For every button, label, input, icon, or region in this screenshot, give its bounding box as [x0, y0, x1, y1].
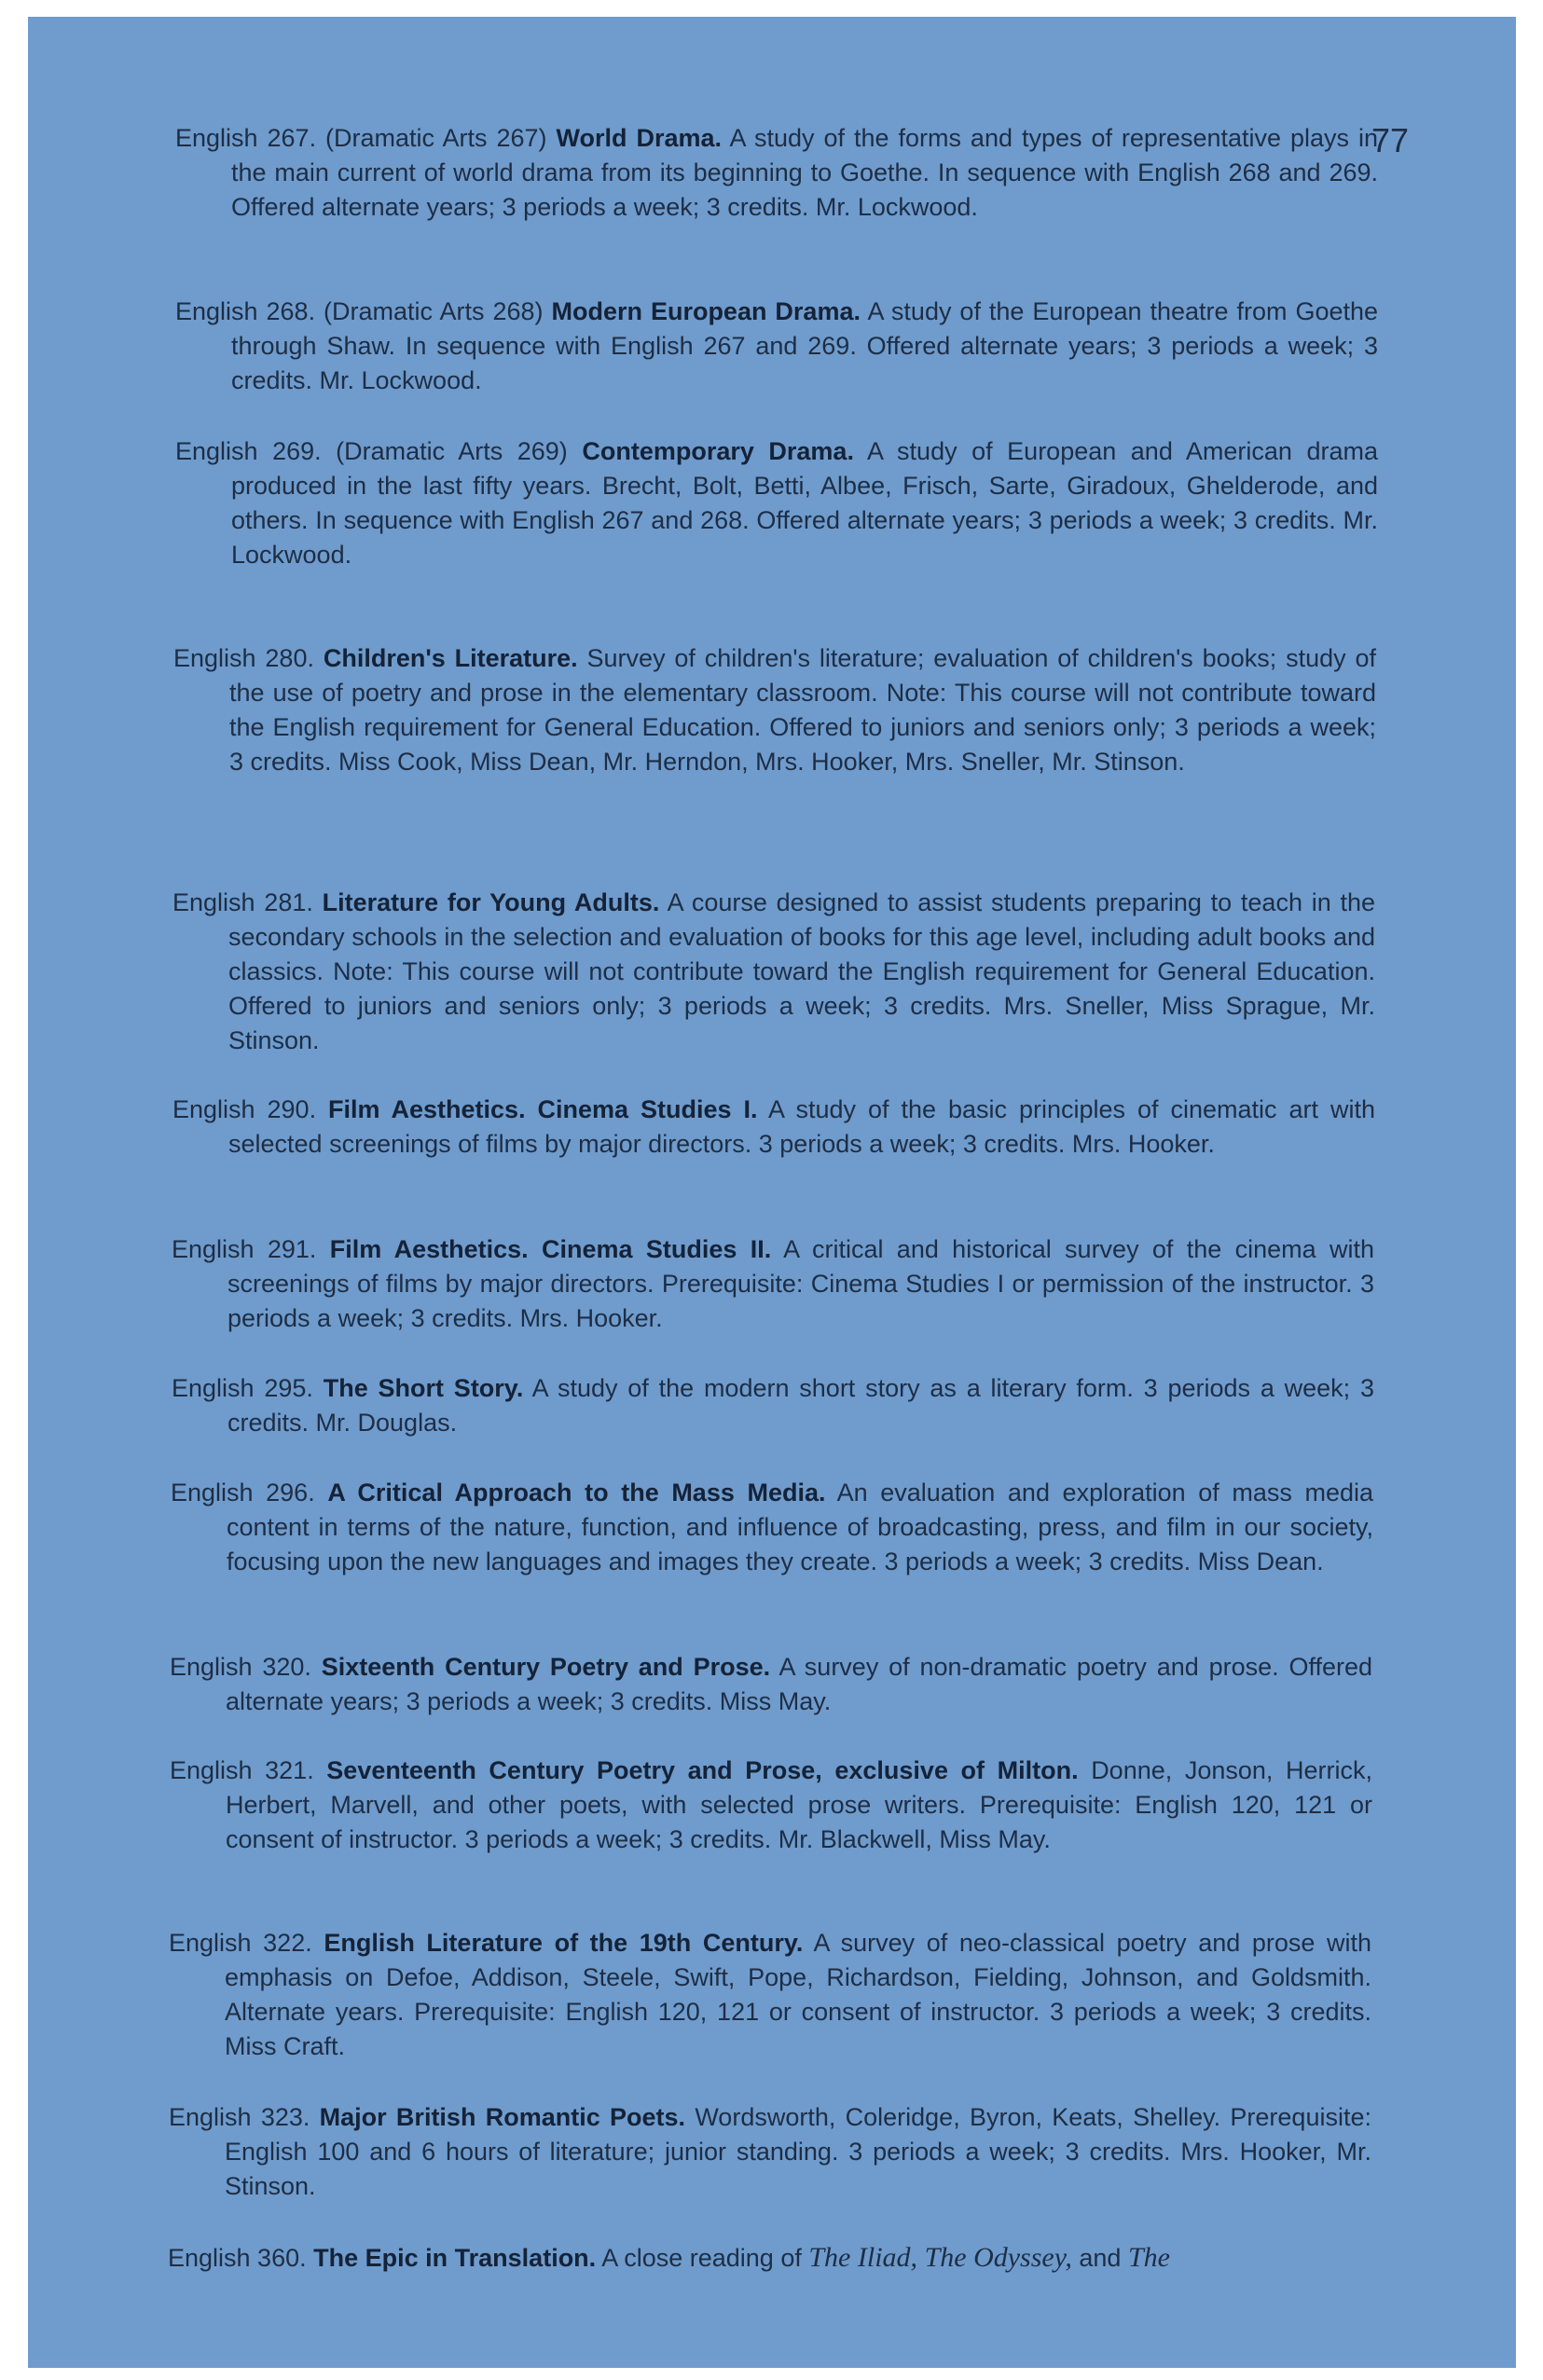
course-code: English 296. [171, 1479, 315, 1506]
course-english-267 [175, 121, 1378, 225]
course-english-269 [175, 434, 1378, 572]
course-description: A study of the forms and types of representative plays in the main current of world drama from its beginning to Goethe. In sequence with English 268 and 269. Offered alternate years; 3 periods a week; 3 credits. Mr. Lockwood. [231, 124, 1378, 221]
course-english-321 [170, 1754, 1372, 1857]
course-code: English 360. [168, 2244, 307, 2272]
course-english-291 [172, 1232, 1374, 1336]
conjunction: and [1079, 2244, 1122, 2272]
course-english-322 [169, 1926, 1371, 2064]
course-description: A study of the European theatre from Goethe through Shaw. In sequence with English 267 and 269. Offered alternate years; 3 periods a week; 3 credits. Mr. Lockwood. [231, 297, 1379, 394]
page-number: 77 [1371, 121, 1409, 159]
course-title: English Literature of the 19th Century. [324, 1929, 804, 1957]
course-english-320 [170, 1650, 1372, 1719]
course-description: A critical and historical survey of the cinema with screenings of films by major directors. Prerequisite: Cinema Studies I or permission of the instructor. 3 periods a week; 3 credits. Mrs. Hooker. [227, 1235, 1375, 1332]
course-english-280 [173, 641, 1376, 779]
course-description: Survey of children's literature; evaluation of children's books; study of the use of poetry and prose in the elementary classroom. Note: This course will not contribute toward the English requirement for General Education. Offered to juniors and seniors only; 3 periods a week; 3 credits. Miss Cook, Miss Dean, Mr. Herndon, Mrs. Hooker, Mrs. Sneller, Mr. Stinson. [229, 644, 1376, 776]
course-description: An evaluation and exploration of mass media content in terms of the nature, function, and influence of broadcasting, press, and film in our society, focusing upon the new languages and images they create. 3 periods a week; 3 credits. Miss Dean. [227, 1479, 1373, 1575]
course-description: A study of European and American drama produced in the last fifty years. Brecht, Bolt, Betti, Albee, Frisch, Sarte, Giradoux, Ghelderode, and others. In sequence with English 267 and 268. Offered alternate years; 3 periods a week; 3 credits. Mr. Lockwood. [231, 437, 1378, 569]
course-english-295 [172, 1371, 1374, 1440]
course-description: A study of the modern short story as a literary form. 3 periods a week; 3 credits. Mr. Douglas. [227, 1374, 1374, 1437]
course-title: Children's Literature. [323, 644, 578, 672]
course-code: English 320. [170, 1653, 311, 1681]
course-title: World Drama. [556, 124, 723, 152]
course-title: Literature for Young Adults. [322, 888, 660, 916]
course-english-296 [171, 1476, 1373, 1579]
course-code: English 321. [170, 1756, 314, 1784]
course-english-323 [169, 2100, 1371, 2204]
course-title: The Epic in Translation. [313, 2244, 597, 2272]
course-description: A close reading of [601, 2244, 802, 2272]
course-code: English 280. [173, 644, 314, 672]
course-title: Contemporary Drama. [582, 437, 854, 465]
course-title: Major British Romantic Poets. [319, 2103, 686, 2131]
course-code: English 322. [169, 1929, 312, 1957]
course-english-268 [175, 295, 1378, 398]
course-title: Seventeenth Century Poetry and Prose, exclusive of Milton. [326, 1756, 1079, 1784]
work-title: The Odyssey, [924, 2242, 1072, 2273]
work-title: The [1127, 2242, 1170, 2273]
course-title: Film Aesthetics. Cinema Studies I. [328, 1095, 758, 1123]
course-code: English 291. [172, 1235, 317, 1263]
course-code: English 267. (Dramatic Arts 267) [175, 124, 547, 152]
work-title: The Iliad, [808, 2242, 918, 2273]
course-code: English 295. [172, 1374, 313, 1402]
course-code: English 323. [169, 2103, 310, 2131]
course-code: English 269. (Dramatic Arts 269) [175, 437, 568, 465]
course-code: English 281. [172, 888, 313, 916]
course-title: Sixteenth Century Poetry and Prose. [321, 1653, 771, 1681]
course-description: A study of the basic principles of cinematic art with selected screenings of films by major directors. 3 periods a week; 3 credits. Mrs. Hooker. [228, 1095, 1375, 1158]
course-code: English 268. (Dramatic Arts 268) [175, 297, 544, 325]
catalog-page [28, 17, 1516, 2368]
course-description: A course designed to assist students preparing to teach in the secondary schools in the selection and evaluation of books for this age level, including adult books and classics. Note: This course will not contribute toward the English requirement for General Education. Offered to juniors and seniors only; 3 periods a week; 3 credits. Mrs. Sneller, Miss Sprague, Mr. Stinson. [228, 888, 1375, 1054]
course-title: Film Aesthetics. Cinema Studies II. [329, 1235, 772, 1263]
course-description: Donne, Jonson, Herrick, Herbert, Marvell, and other poets, with selected prose writers. Prerequisite: English 120, 121 or consent of instructor. 3 periods a week; 3 credits. Mr. Blackwell, Miss May. [226, 1756, 1372, 1853]
course-description: A survey of neo-classical poetry and prose with emphasis on Defoe, Addison, Steele, Swift, Pope, Richardson, Fielding, Johnson, and Goldsmith. Alternate years. Prerequisite: English 120, 121 or consent of instructor. 3 periods a week; 3 credits. Miss Craft. [225, 1929, 1372, 2060]
course-english-281 [172, 886, 1375, 1058]
course-description: Wordsworth, Coleridge, Byron, Keats, Shelley. Prerequisite: English 100 and 6 hours of literature; junior standing. 3 periods a week; 3 credits. Mrs. Hooker, Mr. Stinson. [225, 2103, 1371, 2200]
course-title: The Short Story. [323, 1374, 524, 1402]
course-description: A survey of non-dramatic poetry and prose. Offered alternate years; 3 periods a week; 3 credits. Miss May. [226, 1653, 1372, 1715]
course-english-290 [172, 1093, 1375, 1162]
course-english-360 [168, 2240, 1371, 2276]
course-title: Modern European Drama. [551, 297, 861, 325]
course-code: English 290. [172, 1095, 317, 1123]
course-title: A Critical Approach to the Mass Media. [327, 1479, 826, 1506]
